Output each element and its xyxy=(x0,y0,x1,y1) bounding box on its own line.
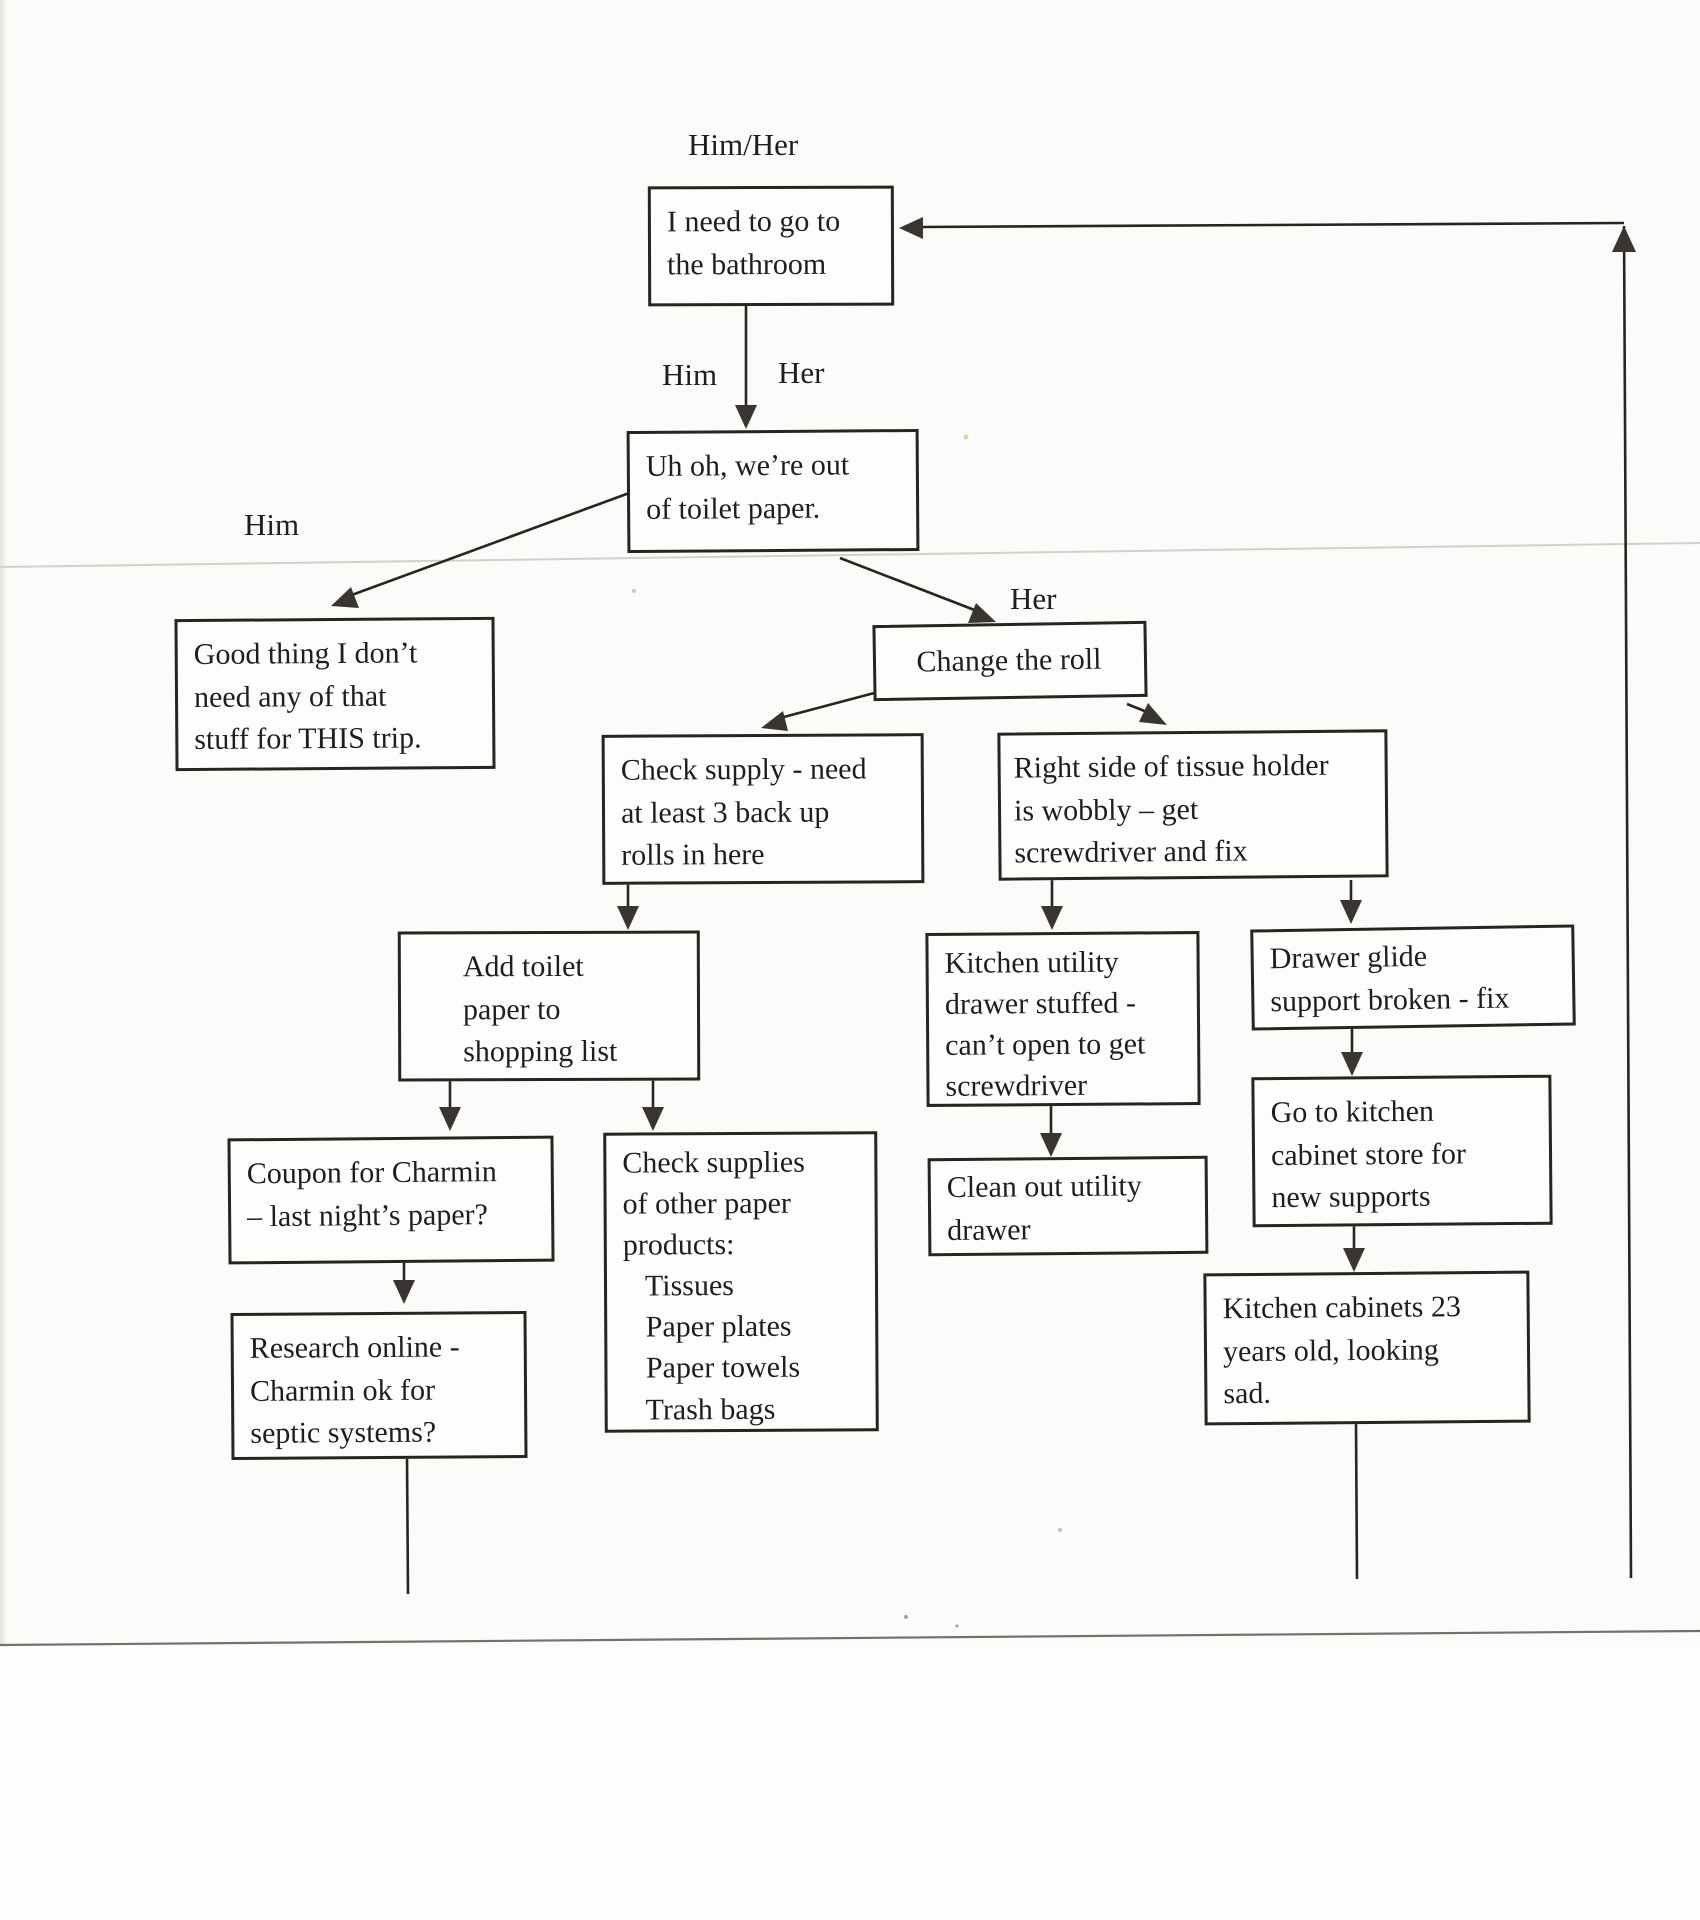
label-him-her-top xyxy=(688,128,798,162)
speck xyxy=(1058,1528,1062,1532)
label-him-branch xyxy=(662,358,717,392)
node-coupon xyxy=(227,1136,554,1265)
arrowhead-into-tissueholder xyxy=(1139,703,1167,725)
node-text: Change the roll xyxy=(916,642,1102,679)
node-bathroom xyxy=(648,186,894,307)
line-changeroll-to-checksupply xyxy=(780,692,878,718)
label-her-branch xyxy=(778,356,824,390)
arrowhead-into-othersupplies xyxy=(642,1107,664,1131)
speck xyxy=(904,1615,908,1619)
node-text: Coupon for Charmin – last night’s paper? xyxy=(246,1155,497,1233)
speck xyxy=(964,435,969,440)
line-research-down xyxy=(407,1458,408,1594)
label-text: Her xyxy=(778,355,825,390)
node-text: I need to go to the bathroom xyxy=(666,204,841,281)
arrowhead-into-checksupply xyxy=(761,711,788,731)
node-text: Check supplies of other paper products: Tissues Paper plates Paper towels Trash bags xyxy=(622,1145,805,1427)
node-text: Drawer glide support broken - fix xyxy=(1269,939,1510,1018)
node-text: Add toilet paper to shopping list xyxy=(462,949,618,1069)
arrowhead-into-changeroll xyxy=(968,603,996,623)
paper-fold-line xyxy=(0,1631,1700,1645)
node-text: Uh oh, we’re out of toilet paper. xyxy=(645,448,850,526)
node-add-toilet-paper xyxy=(398,930,701,1081)
node-text: Good thing I don’t need any of that stuff for THIS trip. xyxy=(193,636,422,757)
label-her-mid xyxy=(1010,582,1056,616)
line-uhoh-to-changeroll xyxy=(840,558,977,611)
node-text: Clean out utility drawer xyxy=(946,1169,1142,1247)
arrowhead-into-coupon xyxy=(439,1107,461,1131)
label-text: Him xyxy=(662,357,718,392)
speck xyxy=(632,589,636,593)
label-text: Him/Her xyxy=(688,127,799,162)
node-cabinets-old xyxy=(1203,1271,1530,1426)
label-him-left xyxy=(244,508,299,542)
line-loop-horizontal xyxy=(920,223,1624,227)
node-text: Kitchen cabinets 23 years old, looking sad. xyxy=(1222,1290,1462,1411)
label-text: Him xyxy=(244,507,300,542)
arrowhead-into-addtp xyxy=(617,906,639,930)
node-text: Right side of tissue holder is wobbly – get screwdriver and fix xyxy=(1013,748,1329,870)
node-text: Check supply - need at least 3 back up rolls in here xyxy=(620,752,867,872)
node-change-roll xyxy=(872,621,1147,701)
node-drawer-glide xyxy=(1250,924,1576,1030)
label-text: Her xyxy=(1010,581,1057,616)
arrowhead-loop-up xyxy=(1612,226,1636,252)
arrowhead-into-uhoh xyxy=(735,405,757,429)
node-research xyxy=(230,1311,527,1460)
arrowhead-into-drawerglide xyxy=(1340,900,1362,924)
node-uh-oh xyxy=(627,429,920,553)
arrowhead-into-cleandrawer xyxy=(1040,1133,1062,1157)
arrowhead-into-utilitydrawer xyxy=(1041,906,1063,930)
arrowhead-into-research xyxy=(393,1280,415,1304)
arrowhead-loop-into-bathroom xyxy=(899,217,923,239)
speck xyxy=(956,1625,959,1628)
node-tissue-holder xyxy=(997,729,1388,880)
line-loop-vertical xyxy=(1624,226,1631,1578)
arrowhead-into-cabinetsold xyxy=(1343,1248,1365,1272)
node-check-supply xyxy=(602,733,925,885)
arrowhead-into-cabinetstore xyxy=(1341,1052,1363,1076)
node-clean-drawer xyxy=(928,1156,1209,1256)
line-cabinetsold-down xyxy=(1356,1424,1357,1579)
node-text: Go to kitchen cabinet store for new supports xyxy=(1270,1094,1467,1215)
node-text: Research online - Charmin ok for septic systems? xyxy=(249,1330,460,1451)
node-other-supplies xyxy=(603,1131,879,1432)
node-cabinet-store xyxy=(1251,1075,1552,1228)
node-utility-drawer xyxy=(925,931,1200,1107)
node-text: Kitchen utility drawer stuffed - can’t open to get screwdriver xyxy=(944,945,1146,1104)
node-good-thing xyxy=(174,617,495,771)
arrowhead-into-goodthing xyxy=(331,587,359,608)
line-uhoh-to-goodthing xyxy=(349,492,632,596)
